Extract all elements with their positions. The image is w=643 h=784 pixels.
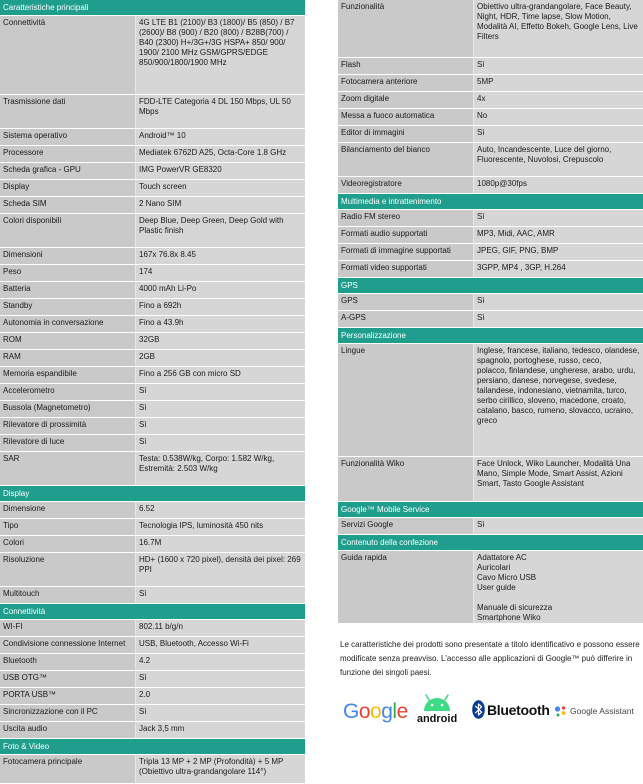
spec-value: Android™ 10 xyxy=(135,129,305,145)
spec-value: Auto, Incandescente, Luce del giorno, Fluorescente, Nuvolosi, Crepuscolo xyxy=(473,143,643,176)
spec-row-funzionalita-wiko xyxy=(338,457,643,501)
spec-row-risoluzione xyxy=(0,553,305,586)
spec-row-processore xyxy=(0,146,305,162)
section-header-caratteristiche-principali: Caratteristiche principali xyxy=(0,0,305,15)
spec-row-sincronizzazione-con-il-pc xyxy=(0,705,305,721)
spec-row-autonomia-in-conversazione xyxy=(0,316,305,332)
spec-row-funzionalita xyxy=(338,0,643,57)
spec-value: Sì xyxy=(473,311,643,327)
spec-row-scheda-sim xyxy=(0,197,305,213)
spec-row-messa-a-fuoco-automatica xyxy=(338,109,643,125)
spec-value: Adattatore AC Auricolari Cavo Micro USB User guide Manuale di sicurezza Smartphone Wiko xyxy=(473,551,643,623)
spec-row-formati-video-supportati xyxy=(338,261,643,277)
spec-value: Sì xyxy=(135,705,305,721)
spec-value: Sì xyxy=(473,210,643,226)
spec-row-wi-fi xyxy=(0,620,305,636)
spec-label: Funzionalità xyxy=(341,2,385,11)
spec-row-sistema-operativo xyxy=(0,129,305,145)
spec-label: Connettività xyxy=(3,18,46,27)
spec-row-accelerometro xyxy=(0,384,305,400)
spec-row-dimensione xyxy=(0,502,305,518)
spec-value: 4.2 xyxy=(135,654,305,670)
spec-row-guida-rapida xyxy=(338,551,643,623)
bluetooth-label: Bluetooth xyxy=(487,701,550,718)
spec-label: RAM xyxy=(3,352,21,361)
spec-label: Sincronizzazione con il PC xyxy=(3,707,98,716)
spec-value: Fino a 692h xyxy=(135,299,305,315)
spec-label: Processore xyxy=(3,148,44,157)
spec-value: Sì xyxy=(135,435,305,451)
spec-row-batteria xyxy=(0,282,305,298)
spec-row-formati-audio-supportati xyxy=(338,227,643,243)
spec-row-zoom-digitale xyxy=(338,92,643,108)
spec-row-servizi-google xyxy=(338,518,643,534)
spec-row-uscita-audio xyxy=(0,722,305,738)
spec-value: Sì xyxy=(135,418,305,434)
spec-value: Sì xyxy=(473,518,643,534)
spec-row-bilanciamento-del-bianco xyxy=(338,143,643,176)
google-assistant-logo xyxy=(554,705,634,717)
spec-value: Touch screen xyxy=(135,180,305,196)
spec-row-rilevatore-di-prossimita xyxy=(0,418,305,434)
section-header-foto-video: Foto & Video xyxy=(0,739,305,754)
spec-value: Face Unlock, Wiko Launcher, Modalità Una Mano, Simple Mode, Smart Assist, Azioni Smart, Tasto Google Assistant xyxy=(473,457,643,501)
spec-value: 32GB xyxy=(135,333,305,349)
spec-value: IMG PowerVR GE8320 xyxy=(135,163,305,179)
spec-row-scheda-grafica-gpu xyxy=(0,163,305,179)
spec-label: Scheda grafica - GPU xyxy=(3,165,81,174)
section-header-gps: GPS xyxy=(338,278,643,293)
spec-value: 167x 76.8x 8.45 xyxy=(135,248,305,264)
spec-value: 2GB xyxy=(135,350,305,366)
spec-label: Videoregistratore xyxy=(341,179,402,188)
spec-value: 4G LTE B1 (2100)/ B3 (1800)/ B5 (850) / B7 (2600)/ B8 (900) / B20 (800) / B28B(700) / B40 (2300) H+/3G+/3G HSPA+ 850/ 900/ 1900/ 2100 MHz GSM/GPRS/EDGE 850/900/1800/1900 MHz xyxy=(135,16,305,94)
spec-label: Accelerometro xyxy=(3,386,55,395)
disclaimer-note: Le caratteristiche dei prodotti sono presentate a titolo identificativo e possono essere modificate senza preavviso. L'accesso alle applicazioni di Google™ può differire in funzione dei singoli paesi. xyxy=(340,640,640,677)
spec-value: Tripla 13 MP + 2 MP (Profondità) + 5 MP (Obiettivo ultra-grandangolare 114°) xyxy=(135,755,305,783)
spec-value: Sì xyxy=(135,401,305,417)
spec-row-peso xyxy=(0,265,305,281)
spec-value: 3GPP, MP4 , 3GP, H.264 xyxy=(473,261,643,277)
spec-row-colori xyxy=(0,536,305,552)
spec-label: Uscita audio xyxy=(3,724,48,733)
spec-row-rom xyxy=(0,333,305,349)
spec-row-gps xyxy=(338,294,643,310)
spec-row-connettivita xyxy=(0,16,305,94)
spec-row-editor-di-immagini xyxy=(338,126,643,142)
spec-value: Sì xyxy=(473,294,643,310)
spec-label: Zoom digitale xyxy=(341,94,390,103)
spec-label: Colori xyxy=(3,538,24,547)
specs-left-column xyxy=(0,0,305,784)
android-robot-icon xyxy=(422,694,452,712)
spec-value: 1080p@30fps xyxy=(473,177,643,193)
android-logo xyxy=(414,694,460,725)
spec-row-rilevatore-di-luce xyxy=(0,435,305,451)
assistant-dots-icon xyxy=(554,705,568,717)
spec-value: Testa: 0.538W/kg, Corpo: 1.582 W/kg, Estremità: 2.503 W/kg xyxy=(135,452,305,485)
spec-value: Sì xyxy=(135,587,305,603)
spec-row-lingue xyxy=(338,344,643,456)
spec-row-flash xyxy=(338,58,643,74)
spec-row-bluetooth xyxy=(0,654,305,670)
spec-label: Condivisione connessione Internet xyxy=(3,639,126,648)
spec-row-dimensioni xyxy=(0,248,305,264)
spec-value: Sì xyxy=(135,384,305,400)
spec-value: Fino a 256 GB con micro SD xyxy=(135,367,305,383)
spec-value: 4x xyxy=(473,92,643,108)
google-assistant-label: Google Assistant xyxy=(570,706,634,716)
spec-label: GPS xyxy=(341,296,358,305)
spec-label: Standby xyxy=(3,301,33,310)
spec-label: Radio FM stereo xyxy=(341,212,401,221)
section-header-connettivita: Connettività xyxy=(0,604,305,619)
spec-label: Bussola (Magnetometro) xyxy=(3,403,91,412)
spec-row-tipo xyxy=(0,519,305,535)
spec-value: 2.0 xyxy=(135,688,305,704)
spec-label: Formati video supportati xyxy=(341,263,427,272)
spec-label: Display xyxy=(3,182,30,191)
spec-value: Inglese, francese, italiano, tedesco, olandese, spagnolo, portoghese, russo, ceco, polacco, finlandese, ungherese, arabo, urdu, persiano, danese, norvegese, svedese, tailandese, indonesiano, vietnamita, turco, serbo cirillico, sloveno, macedone, croato, catalano, basco, rumeno, slovacco, ucraino, greco xyxy=(473,344,643,456)
spec-label: Risoluzione xyxy=(3,555,45,564)
spec-row-radio-fm-stereo xyxy=(338,210,643,226)
spec-label: Bluetooth xyxy=(3,656,37,665)
specs-right-column xyxy=(338,0,643,624)
spec-label: PORTA USB™ xyxy=(3,690,57,699)
section-header-display: Display xyxy=(0,486,305,501)
spec-label: Peso xyxy=(3,267,22,276)
spec-label: Guida rapida xyxy=(341,553,387,562)
spec-label: Dimensione xyxy=(3,504,46,513)
bluetooth-icon xyxy=(472,700,485,719)
spec-label: Fotocamera principale xyxy=(3,757,83,766)
section-header-contenuto-della-confezione: Contenuto della confezione xyxy=(338,535,643,550)
spec-label: Formati audio supportati xyxy=(341,229,428,238)
spec-value: JPEG, GIF, PNG, BMP xyxy=(473,244,643,260)
spec-row-trasmissione-dati xyxy=(0,95,305,128)
spec-row-formati-di-immagine-supportati xyxy=(338,244,643,260)
spec-label: Fotocamera anteriore xyxy=(341,77,418,86)
spec-label: Tipo xyxy=(3,521,19,530)
spec-label: Editor di immagini xyxy=(341,128,405,137)
spec-label: Trasmissione dati xyxy=(3,97,66,106)
spec-value: Deep Blue, Deep Green, Deep Gold with Plastic finish xyxy=(135,214,305,247)
spec-label: SAR xyxy=(3,454,20,463)
brand-logos xyxy=(338,690,643,740)
spec-label: Flash xyxy=(341,60,361,69)
spec-value: 2 Nano SIM xyxy=(135,197,305,213)
section-header-google-mobile-service: Google™ Mobile Service xyxy=(338,502,643,517)
spec-label: Formati di immagine supportati xyxy=(341,246,451,255)
spec-row-fotocamera-principale xyxy=(0,755,305,783)
spec-label: Messa a fuoco automatica xyxy=(341,111,435,120)
spec-label: Servizi Google xyxy=(341,520,394,529)
spec-label: Dimensioni xyxy=(3,250,43,259)
spec-row-memoria-espandibile xyxy=(0,367,305,383)
spec-label: USB OTG™ xyxy=(3,673,48,682)
spec-label: Multitouch xyxy=(3,589,40,598)
spec-row-display xyxy=(0,180,305,196)
spec-value: 6.52 xyxy=(135,502,305,518)
spec-value: USB, Bluetooth, Accesso Wi-Fi xyxy=(135,637,305,653)
spec-label: Memoria espandibile xyxy=(3,369,77,378)
spec-label: Lingue xyxy=(341,346,366,355)
android-label: android xyxy=(416,713,458,725)
spec-value: Tecnologia IPS, luminosità 450 nits xyxy=(135,519,305,535)
spec-value: Sì xyxy=(135,671,305,687)
spec-row-videoregistratore xyxy=(338,177,643,193)
spec-row-a-gps xyxy=(338,311,643,327)
spec-label: Rilevatore di prossimità xyxy=(3,420,87,429)
spec-label: Sistema operativo xyxy=(3,131,68,140)
spec-label: Colori disponibili xyxy=(3,216,62,225)
spec-row-porta-usb xyxy=(0,688,305,704)
spec-row-multitouch xyxy=(0,587,305,603)
spec-label: Rilevatore di luce xyxy=(3,437,65,446)
spec-value: 802.11 b/g/n xyxy=(135,620,305,636)
spec-row-colori-disponibili xyxy=(0,214,305,247)
spec-value: Jack 3,5 mm xyxy=(135,722,305,738)
spec-value: MP3, Midi, AAC, AMR xyxy=(473,227,643,243)
spec-label: Bilanciamento del bianco xyxy=(341,145,430,154)
spec-value: Fino a 43.9h xyxy=(135,316,305,332)
spec-value: HD+ (1600 x 720 pixel), densità dei pixel: 269 PPI xyxy=(135,553,305,586)
spec-value: 16.7M xyxy=(135,536,305,552)
spec-label: Scheda SIM xyxy=(3,199,47,208)
spec-label: Funzionalità Wiko xyxy=(341,459,405,468)
spec-value: 174 xyxy=(135,265,305,281)
spec-value: Mediatek 6762D A25, Octa-Core 1.8 GHz xyxy=(135,146,305,162)
spec-label: A-GPS xyxy=(341,313,366,322)
spec-label: Batteria xyxy=(3,284,31,293)
spec-value: No xyxy=(473,109,643,125)
spec-value: 5MP xyxy=(473,75,643,91)
spec-value: Sì xyxy=(473,126,643,142)
section-header-personalizzazione: Personalizzazione xyxy=(338,328,643,343)
spec-row-condivisione-connessione-internet xyxy=(0,637,305,653)
spec-value: Sì xyxy=(473,58,643,74)
spec-value: FDD-LTE Categoria 4 DL 150 Mbps, UL 50 Mbps xyxy=(135,95,305,128)
google-logo: Google xyxy=(343,700,408,723)
spec-label: Autonomia in conversazione xyxy=(3,318,104,327)
spec-value: 4000 mAh Li-Po xyxy=(135,282,305,298)
spec-row-usb-otg xyxy=(0,671,305,687)
spec-row-standby xyxy=(0,299,305,315)
spec-row-fotocamera-anteriore xyxy=(338,75,643,91)
spec-row-ram xyxy=(0,350,305,366)
spec-value: Obiettivo ultra-grandangolare, Face Beauty, Night, HDR, Time lapse, Slow Motion, Modalità AI, Effetto Bokeh, Google Lens, Live Filters xyxy=(473,0,643,57)
spec-label: WI-FI xyxy=(3,622,23,631)
spec-row-bussola-magnetometro xyxy=(0,401,305,417)
section-header-multimedia-e-intrattenimento: Multimedia e intrattenimento xyxy=(338,194,643,209)
spec-row-sar xyxy=(0,452,305,485)
spec-label: ROM xyxy=(3,335,22,344)
bluetooth-logo xyxy=(472,700,550,719)
